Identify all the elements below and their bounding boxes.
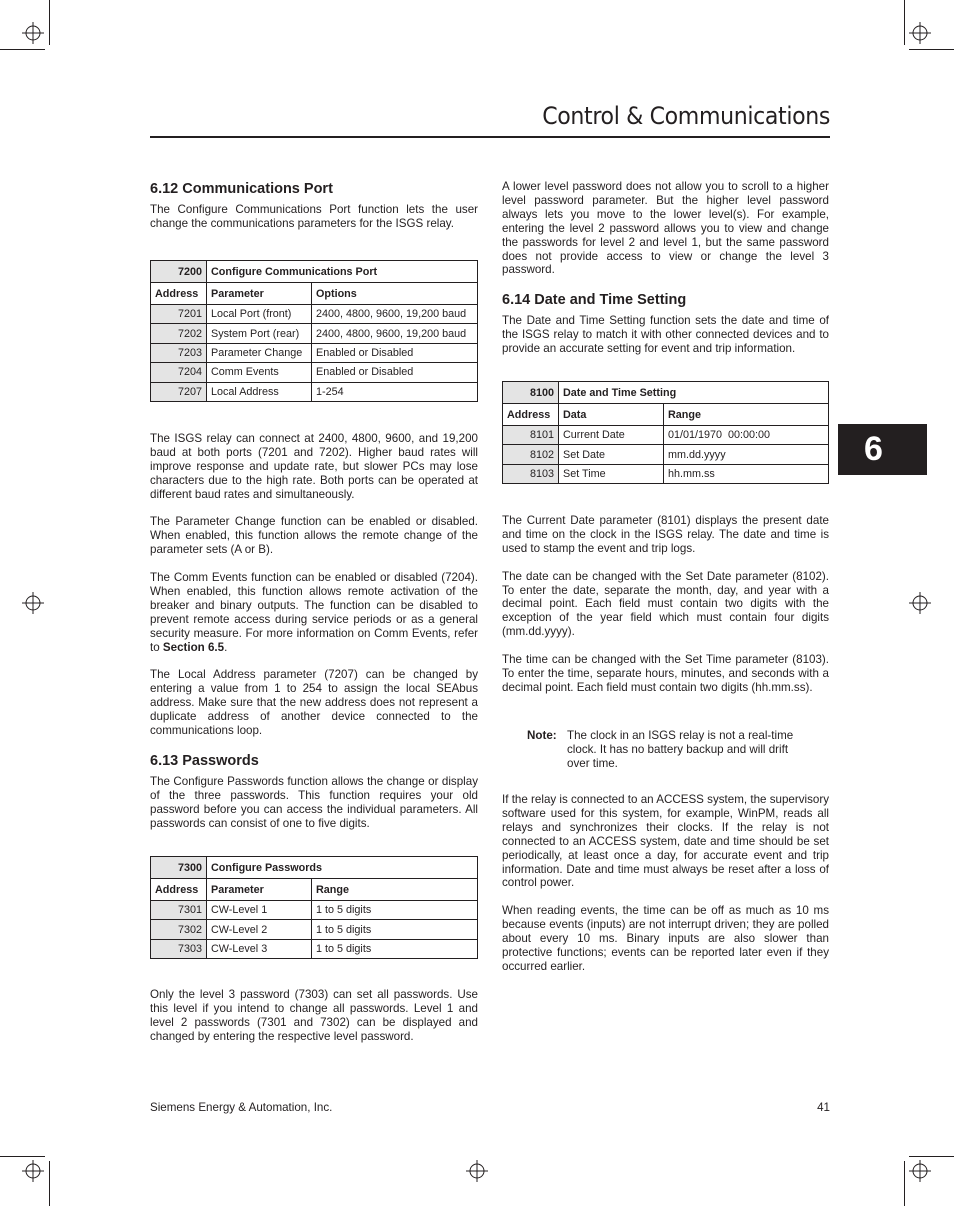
- column-header: Address: [151, 283, 207, 305]
- cell-value: 1-254: [312, 382, 478, 401]
- registration-mark-icon: [22, 1160, 44, 1182]
- column-header: Parameter: [207, 879, 312, 901]
- cell-parameter: System Port (rear): [207, 324, 312, 343]
- cell-address: 7201: [151, 305, 207, 324]
- cell-value: 2400, 4800, 9600, 19,200 baud: [312, 305, 478, 324]
- section-6-14-body: [502, 514, 829, 695]
- section-6-13-body: [150, 988, 478, 1044]
- paragraph: The Parameter Change function can be enabled or disabled. When enabled, this function allows the remote change of the parameter sets (A or B).: [150, 515, 478, 557]
- page-number: 41: [817, 1101, 830, 1114]
- table-row: [151, 324, 478, 343]
- crop-mark: [49, 1161, 50, 1206]
- section-6-14: [502, 291, 829, 356]
- crop-mark: [0, 49, 45, 50]
- paragraph: The Date and Time Setting function sets the date and time of the ISGS relay to match it with other connected devices and to provide an accurate setting for event and trip information.: [502, 314, 829, 355]
- column-header: Options: [312, 283, 478, 305]
- cell-parameter: Comm Events: [207, 363, 312, 382]
- paragraph: If the relay is connected to an ACCESS system, the supervisory software used for this system, for example, WinPM, reads all relays and synchronizes their clocks. If the relay is not connected to an ACCESS system, date and time should be set periodically, at least once a day, for accurate event and trip information. Date and time must always be reset after a loss of control power.: [502, 793, 829, 890]
- cell-address: 8101: [503, 426, 559, 445]
- cell-address: 7203: [151, 343, 207, 362]
- cell-address: 7301: [151, 901, 207, 920]
- date-time-table: [502, 381, 829, 484]
- table-title: Configure Passwords: [207, 857, 478, 879]
- cell-parameter: Local Port (front): [207, 305, 312, 324]
- table-row: [503, 445, 829, 464]
- registration-mark-icon: [909, 592, 931, 614]
- table-row: [151, 901, 478, 920]
- section-6-14-tail: [502, 793, 829, 974]
- section-reference: Section 6.5: [162, 640, 225, 654]
- cell-address: 7204: [151, 363, 207, 382]
- paragraph-end: .: [224, 640, 228, 654]
- table-row: [151, 363, 478, 382]
- cell-parameter: Local Address: [207, 382, 312, 401]
- cell-parameter: Set Time: [559, 464, 664, 483]
- chapter-tab: 6: [838, 424, 927, 475]
- page-title: Control & Communications: [542, 102, 830, 130]
- section-6-13: [150, 752, 478, 831]
- cell-address: 8103: [503, 464, 559, 483]
- section-heading: 6.12 Communications Port: [150, 181, 333, 197]
- registration-mark-icon: [22, 22, 44, 44]
- paragraph: The Configure Passwords function allows the change or display of the three passwords. This function requires your old password before you can access the individual parameters. All passwords can consist of one to five digits.: [150, 775, 478, 830]
- column-header: Address: [151, 879, 207, 901]
- crop-mark: [49, 0, 50, 45]
- column-header: Range: [312, 879, 478, 901]
- cell-parameter: Current Date: [559, 426, 664, 445]
- column-header: Address: [503, 404, 559, 426]
- paragraph: The Current Date parameter (8101) displays the present date and time on the clock in the ISGS relay. The date and time is used to stamp the event and trip logs.: [502, 514, 829, 555]
- column-header: Data: [559, 404, 664, 426]
- table-row: [503, 464, 829, 483]
- passwords-continued: [502, 180, 829, 277]
- paragraph-text: The Comm Events function can be enabled or disabled (7204). When enabled, this function allows remote activation of the breaker and binary outputs. The function can be disabled to prevent remote access during service periods or as a general security measure. For more information on Comm Events, refer to: [150, 571, 478, 654]
- column-header: Parameter: [207, 283, 312, 305]
- table-address: 8100: [503, 382, 559, 404]
- cell-value: Enabled or Disabled: [312, 363, 478, 382]
- note-label: Note:: [527, 729, 557, 742]
- paragraph: The ISGS relay can connect at 2400, 4800, 9600, and 19,200 baud at both ports (7201 and 7202). Higher baud rates will improve response and update rate, but slower PCs may lose characters due to the high rate. Both ports can be operated at different baud rates and simultaneously.: [150, 432, 478, 501]
- cell-parameter: CW-Level 1: [207, 901, 312, 920]
- cell-value: 1 to 5 digits: [312, 901, 478, 920]
- cell-parameter: Parameter Change: [207, 343, 312, 362]
- crop-mark: [909, 1156, 954, 1157]
- cell-value: 01/01/1970 00:00:00: [664, 426, 829, 445]
- table-address: 7200: [151, 261, 207, 283]
- table-row: [503, 426, 829, 445]
- section-heading: 6.14 Date and Time Setting: [502, 292, 687, 308]
- paragraph: The date can be changed with the Set Date parameter (8102). To enter the date, separate the month, day, and year with a decimal point. Each field must contain two digits with the exception of the year field which must contain four digits (mm.dd.yyyy).: [502, 569, 829, 639]
- section-6-12: [150, 180, 478, 231]
- crop-mark: [909, 49, 954, 50]
- table-row: [151, 382, 478, 401]
- registration-mark-icon: [909, 22, 931, 44]
- registration-mark-icon: [22, 592, 44, 614]
- paragraph: Only the level 3 password (7303) can set all passwords. Use this level if you intend to change all passwords. Level 1 and level 2 passwords (7301 and 7302) can be displayed and changed by entering the respective level password.: [150, 988, 478, 1043]
- paragraph: The time can be changed with the Set Time parameter (8103). To enter the time, separate hours, minutes, and seconds with a decimal point. Each field must contain two digits (hh.mm.ss).: [502, 653, 829, 694]
- cell-address: 7303: [151, 939, 207, 958]
- cell-value: Enabled or Disabled: [312, 343, 478, 362]
- table-row: [151, 920, 478, 939]
- table-row: [151, 939, 478, 958]
- crop-mark: [904, 0, 905, 45]
- paragraph: A lower level password does not allow you to scroll to a higher level password parameter. But the higher level password always lets you move to the lower level(s). For example, entering the level 2 password allows you to view and change the passwords for level 2 and level 1, but the same password does not provide access to view or change the level 3 password.: [502, 180, 829, 277]
- registration-mark-icon: [466, 1160, 488, 1182]
- note-block: [527, 729, 817, 771]
- paragraph: The Configure Communications Port function lets the user change the communications parameters for the ISGS relay.: [150, 203, 478, 230]
- cell-address: 8102: [503, 445, 559, 464]
- table-row: [151, 343, 478, 362]
- cell-address: 7202: [151, 324, 207, 343]
- cell-address: 7207: [151, 382, 207, 401]
- paragraph: [150, 571, 478, 654]
- paragraph: The Local Address parameter (7207) can be changed by entering a value from 1 to 254 to assign the local SEAbus address. Make sure that the new address does not represent a duplicate address of another device connected to the communications loop.: [150, 668, 478, 737]
- cell-value: hh.mm.ss: [664, 464, 829, 483]
- title-rule: [150, 136, 830, 138]
- comm-port-table: [150, 260, 478, 402]
- paragraph: When reading events, the time can be off as much as 10 ms because events (inputs) are not interrupt driven; they are polled about every 10 ms. Binary inputs are also slower than protective functions; events can be reported later even if they occurred earlier.: [502, 904, 829, 973]
- cell-value: 1 to 5 digits: [312, 920, 478, 939]
- cell-value: 2400, 4800, 9600, 19,200 baud: [312, 324, 478, 343]
- passwords-table: [150, 856, 478, 959]
- crop-mark: [904, 1161, 905, 1206]
- table-address: 7300: [151, 857, 207, 879]
- section-6-12-body: [150, 432, 478, 738]
- cell-parameter: CW-Level 3: [207, 939, 312, 958]
- table-title: Date and Time Setting: [559, 382, 829, 404]
- section-heading: 6.13 Passwords: [150, 753, 259, 769]
- footer-company: Siemens Energy & Automation, Inc.: [150, 1101, 333, 1114]
- cell-parameter: Set Date: [559, 445, 664, 464]
- note-text: The clock in an ISGS relay is not a real-time clock. It has no battery backup and will drift over time.: [567, 729, 794, 770]
- table-row: [151, 305, 478, 324]
- cell-parameter: CW-Level 2: [207, 920, 312, 939]
- cell-value: 1 to 5 digits: [312, 939, 478, 958]
- column-header: Range: [664, 404, 829, 426]
- crop-mark: [0, 1156, 45, 1157]
- cell-address: 7302: [151, 920, 207, 939]
- cell-value: mm.dd.yyyy: [664, 445, 829, 464]
- registration-mark-icon: [909, 1160, 931, 1182]
- table-title: Configure Communications Port: [207, 261, 478, 283]
